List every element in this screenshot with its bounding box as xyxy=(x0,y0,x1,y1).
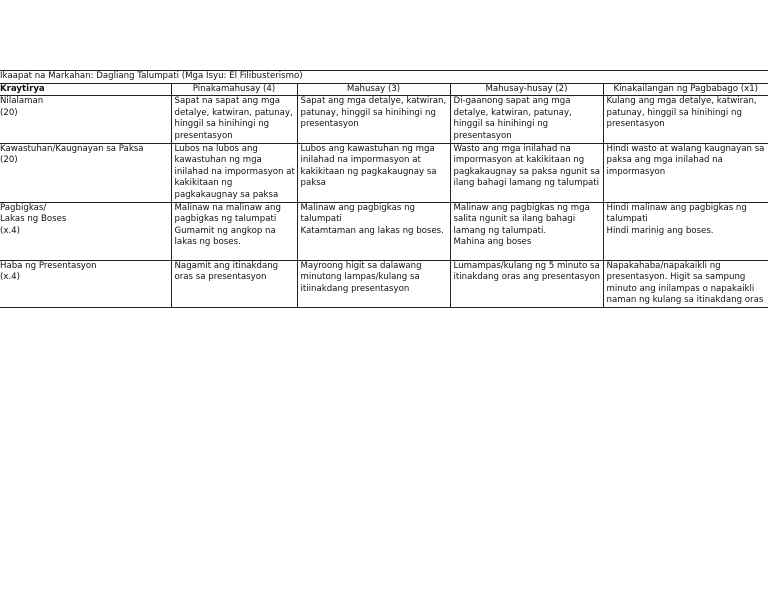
table-cell: Napakahaba/napakaikli ng presentasyon. Higit sa sampung minuto ang inilampas o napakaikli naman ng kulang sa itinakdang oras xyxy=(603,260,768,307)
table-cell: Sapat na sapat ang mga detalye, katwiran, patunay, hinggil sa hinihingi ng presentasyon xyxy=(171,96,297,143)
title-row xyxy=(0,71,768,84)
criterion-cell: Kawastuhan/Kaugnayan sa Paksa (20) xyxy=(0,143,171,202)
table-cell: Hindi wasto at walang kaugnayan sa paksa ang mga inilahad na impormasyon xyxy=(603,143,768,202)
table-row xyxy=(0,260,768,307)
header-level-3: Mahusay (3) xyxy=(297,83,450,96)
table-row xyxy=(0,96,768,143)
header-row xyxy=(0,83,768,96)
header-criteria: Kraytirya xyxy=(0,83,171,96)
table-row xyxy=(0,202,768,260)
table-cell: Lubos ang kawastuhan ng mga inilahad na impormasyon at kakikitaan ng pagkakaugnay sa paksa xyxy=(297,143,450,202)
table-cell: Wasto ang mga inilahad na impormasyon at kakikitaan ng pagkakaugnay sa paksa ngunit sa ilang bahagi lamang ng talumpati xyxy=(450,143,603,202)
header-level-4: Pinakamahusay (4) xyxy=(171,83,297,96)
table-cell: Lumampas/kulang ng 5 minuto sa itinakdang oras ang presentasyon xyxy=(450,260,603,307)
table-cell: Sapat ang mga detalye, katwiran, patunay, hinggil sa hinihingi ng presentasyon xyxy=(297,96,450,143)
rubric-title: Ikaapat na Markahan: Dagliang Talumpati (Mga Isyu: El Filibusterismo) xyxy=(0,71,768,84)
table-cell: Malinaw ang pagbigkas ng talumpati Katamtaman ang lakas ng boses. xyxy=(297,202,450,260)
table-cell: Di-gaanong sapat ang mga detalye, katwiran, patunay, hinggil sa hinihingi ng presentasyon xyxy=(450,96,603,143)
table-cell: Malinaw ang pagbigkas ng mga salita ngunit sa ilang bahagi lamang ng talumpati. Mahina ang boses xyxy=(450,202,603,260)
criterion-cell: Pagbigkas/ Lakas ng Boses (x.4) xyxy=(0,202,171,260)
criterion-cell: Nilalaman (20) xyxy=(0,96,171,143)
table-cell: Hindi malinaw ang pagbigkas ng talumpati Hindi marinig ang boses. xyxy=(603,202,768,260)
table-cell: Mayroong higit sa dalawang minutong lampas/kulang sa itiinakdang presentasyon xyxy=(297,260,450,307)
header-level-1: Kinakailangan ng Pagbabago (x1) xyxy=(603,83,768,96)
table-cell: Nagamit ang itinakdang oras sa presentasyon xyxy=(171,260,297,307)
table-cell: Lubos na lubos ang kawastuhan ng mga inilahad na impormasyon at kakikitaan ng pagkakaugnay sa paksa xyxy=(171,143,297,202)
table-row xyxy=(0,143,768,202)
table-cell: Malinaw na malinaw ang pagbigkas ng talumpati Gumamit ng angkop na lakas ng boses. xyxy=(171,202,297,260)
criterion-cell: Haba ng Presentasyon (x.4) xyxy=(0,260,171,307)
rubric-table xyxy=(0,70,768,308)
table-cell: Kulang ang mga detalye, katwiran, patunay, hinggil sa hinihingi ng presentasyon xyxy=(603,96,768,143)
header-level-2: Mahusay-husay (2) xyxy=(450,83,603,96)
